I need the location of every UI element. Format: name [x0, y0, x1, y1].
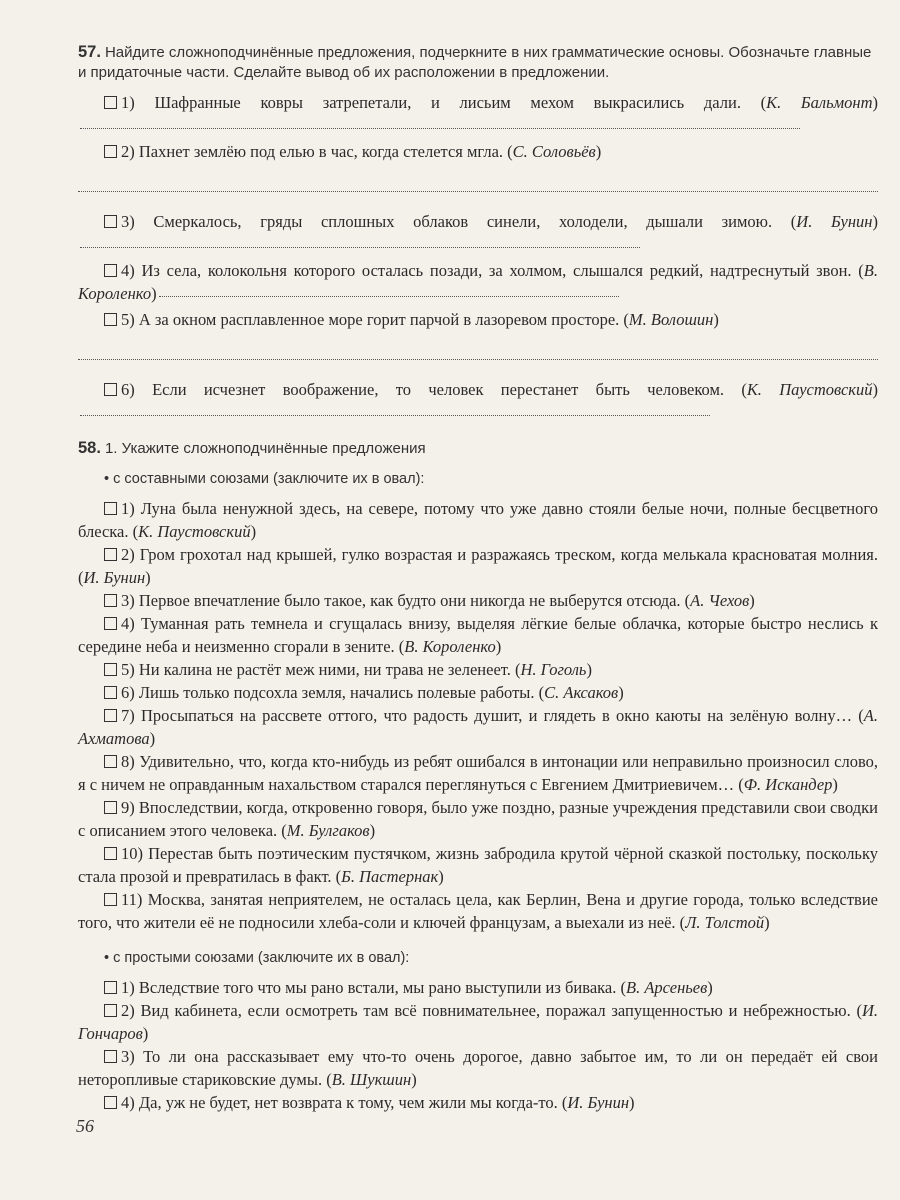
compound-conjunctions-heading: • с составными союзами (заключите их в овал):: [104, 471, 425, 487]
answer-line[interactable]: [159, 286, 619, 297]
compound-item-11: [78, 888, 878, 934]
task-58-header: [78, 438, 878, 459]
sentence-text: 1) Шафранные ковры затрепетали, и лисьим мехом выкрасились дали. (: [121, 93, 767, 112]
sentence-tail: ): [872, 93, 878, 112]
sentence-author: К. Паустовский: [746, 380, 873, 399]
sentence-tail: ): [438, 867, 444, 886]
checkbox[interactable]: [104, 215, 117, 228]
sentence-tail: ): [145, 568, 151, 587]
task-57-number: 57.: [78, 43, 101, 61]
page-number: 56: [76, 1116, 94, 1136]
sentence-author: Б. Пастернак: [341, 867, 439, 886]
sentence-author: Ф. Искандер: [743, 775, 833, 794]
checkbox[interactable]: [104, 755, 117, 768]
sentence-text: 6) Лишь только подсохла земля, начались полевые работы. (: [121, 683, 545, 702]
simple-item-3: [78, 1045, 878, 1091]
sentence-tail: ): [149, 729, 156, 748]
sentence-text: 11) Москва, занятая неприятелем, не осталась цела, как Берлин, Вена и другие города, только вследствие того, что жители её не подносили хлеба-соли и ключей французам, а выехали из неё. (: [78, 890, 878, 932]
sentence-text: 2) Пахнет землёю под елью в час, когда стелется мгла. (: [121, 142, 513, 161]
task-57-item-2: [78, 140, 878, 163]
sentence-author: В. Короленко: [404, 637, 496, 656]
sentence-text: 4) Да, уж не будет, нет возврата к тому, чем жили мы когда-то. (: [121, 1093, 568, 1112]
checkbox[interactable]: [104, 1050, 117, 1063]
task-57-item-6: [78, 378, 878, 424]
task-58: [78, 438, 878, 1114]
sentence-author: С. Аксаков: [544, 683, 619, 702]
answer-line[interactable]: [78, 169, 878, 192]
sentence-text: 9) Впоследствии, когда, откровенно говоря, было уже поздно, разные учреждения представили свои сводки с описанием этого человека. (: [78, 798, 878, 840]
answer-line[interactable]: [80, 118, 800, 129]
sentence-tail: ): [411, 1070, 417, 1089]
sentence-tail: ): [595, 142, 602, 161]
sentence-author: С. Соловьёв: [512, 142, 596, 161]
sentence-tail: ): [707, 978, 713, 997]
sentence-text: 2) Гром грохотал над крышей, гулко возрастая и разражаясь треском, когда мелькала красноватая молния. (: [78, 545, 878, 587]
sentence-author: В. Короленко: [78, 261, 878, 303]
compound-item-10: [78, 842, 878, 888]
sentence-author: М. Волошин: [628, 310, 714, 329]
sentence-author: Л. Толстой: [685, 913, 765, 932]
task-57-header: [78, 42, 878, 83]
checkbox[interactable]: [104, 1004, 117, 1017]
sentence-author: К. Паустовский: [138, 522, 251, 541]
sentence-author: М. Булгаков: [286, 821, 370, 840]
sentence-author: И. Гончаров: [78, 1001, 878, 1043]
sentence-tail: ): [495, 637, 502, 656]
sentence-tail: ): [250, 522, 257, 541]
task-58-instruction: 1. Укажите сложноподчинённые предложения: [104, 440, 426, 457]
compound-item-8: [78, 750, 878, 796]
sentence-text: 4) Туманная рать темнела и сгущалась внизу, выделяя лёгкие белые облачка, которые быстро неслись к середине неба и неизменно сгорали в зените. (: [78, 614, 878, 656]
checkbox[interactable]: [104, 594, 117, 607]
sentence-author: И. Бунин: [796, 212, 873, 231]
checkbox[interactable]: [104, 686, 117, 699]
sentence-tail: ): [369, 821, 376, 840]
sentence-text: 8) Удивительно, что, когда кто-нибудь из ребят ошибался в интонации или неправильно произносил слово, я с ничем не оправданным нахальством старался переглянуться с Евгением Дмитриевичем… (: [78, 752, 878, 794]
sentence-author: В. Шукшин: [331, 1070, 412, 1089]
sentence-tail: ): [749, 591, 755, 610]
answer-line[interactable]: [80, 237, 640, 248]
sentence-text: 10) Перестав быть поэтическим пустячком, жизнь забродила крутой чёрной сказкой постольку, поскольку стала прозой и превратилась в факт. (: [78, 844, 878, 886]
compound-item-7: [78, 704, 878, 750]
sentence-tail: ): [142, 1024, 149, 1043]
compound-item-6: [78, 681, 878, 704]
checkbox[interactable]: [104, 709, 117, 722]
answer-line[interactable]: [80, 405, 710, 416]
sentence-text: 7) Просыпаться на рассвете оттого, что радость душит, и глядеть в окно каюты на зелёную волну… (: [121, 706, 864, 725]
sentence-tail: ): [832, 775, 838, 794]
sentence-author: К. Бальмонт: [766, 93, 873, 112]
sentence-text: 5) Ни калина не растёт меж ними, ни трава не зеленеет. (: [121, 660, 521, 679]
compound-item-9: [78, 796, 878, 842]
sentence-text: 3) Смеркалось, гряды сплошных облаков синели, холодели, дышали зимою. (: [121, 212, 797, 231]
sentence-text: 6) Если исчезнет воображение, то человек перестанет быть человеком. (: [121, 380, 747, 399]
task-57-item-3: [78, 210, 878, 256]
sentence-tail: ): [586, 660, 592, 679]
sentence-author: А. Ахматова: [78, 706, 878, 748]
checkbox[interactable]: [104, 383, 117, 396]
sentence-tail: ): [764, 913, 770, 932]
sentence-author: И. Бунин: [83, 568, 146, 587]
simple-item-2: [78, 999, 878, 1045]
checkbox[interactable]: [104, 617, 117, 630]
checkbox[interactable]: [104, 264, 117, 277]
sentence-tail: ): [713, 310, 719, 329]
simple-item-1: [78, 976, 878, 999]
sentence-text: 5) А за окном расплавленное море горит парчой в лазоревом просторе. (: [121, 310, 629, 329]
sentence-text: 1) Вследствие того что мы рано встали, мы рано выступили из бивака. (: [121, 978, 626, 997]
checkbox[interactable]: [104, 145, 117, 158]
task-57-instruction: Найдите сложноподчинённые предложения, подчеркните в них грамматические основы. Обозначьте главные и придаточные части. Сделайте вывод об их расположении в предложении.: [78, 44, 872, 81]
simple-conjunctions-heading: • с простыми союзами (заключите их в овал):: [104, 950, 410, 966]
sentence-author: Н. Гоголь: [520, 660, 587, 679]
sentence-author: И. Бунин: [567, 1093, 630, 1112]
checkbox[interactable]: [104, 313, 117, 326]
checkbox[interactable]: [104, 981, 117, 994]
task-57: [78, 42, 878, 424]
sentence-text: 2) Вид кабинета, если осмотреть там всё повнимательнее, поражал запущенностью и небрежностью. (: [121, 1001, 862, 1020]
sentence-tail: ): [872, 380, 878, 399]
checkbox[interactable]: [104, 548, 117, 561]
sentence-tail: ): [618, 683, 624, 702]
checkbox[interactable]: [104, 663, 117, 676]
task-58-number: 58.: [78, 439, 101, 457]
sentence-tail: ): [151, 284, 157, 303]
task-57-item-5: [78, 308, 878, 331]
compound-item-1: [78, 497, 878, 543]
sentence-author: В. Арсеньев: [625, 978, 708, 997]
task-57-item-4: [78, 259, 878, 305]
task-57-item-1: [78, 91, 878, 137]
checkbox[interactable]: [104, 96, 117, 109]
checkbox[interactable]: [104, 847, 117, 860]
sentence-tail: ): [872, 212, 878, 231]
sentence-author: А. Чехов: [690, 591, 750, 610]
checkbox[interactable]: [104, 801, 117, 814]
sentence-text: 3) То ли она рассказывает ему что-то очень дорогое, давно забытое им, то ли он передаёт ей свои неторопливые стариковские думы. (: [78, 1047, 878, 1089]
compound-item-3: [78, 589, 878, 612]
answer-line[interactable]: [78, 337, 878, 360]
checkbox[interactable]: [104, 1096, 117, 1109]
sentence-text: 3) Первое впечатление было такое, как будто они никогда не выберутся отсюда. (: [121, 591, 691, 610]
sentence-tail: ): [629, 1093, 635, 1112]
compound-item-4: [78, 612, 878, 658]
checkbox[interactable]: [104, 502, 117, 515]
compound-item-5: [78, 658, 878, 681]
sentence-text: 1) Луна была ненужной здесь, на севере, потому что уже давно стояли белые ночи, полные бесцветного блеска. (: [78, 499, 878, 541]
checkbox[interactable]: [104, 893, 117, 906]
sentence-text: 4) Из села, колокольня которого осталась позади, за холмом, слышался редкий, надтреснутый звон. (: [121, 261, 864, 280]
compound-item-2: [78, 543, 878, 589]
simple-item-4: [78, 1091, 878, 1114]
